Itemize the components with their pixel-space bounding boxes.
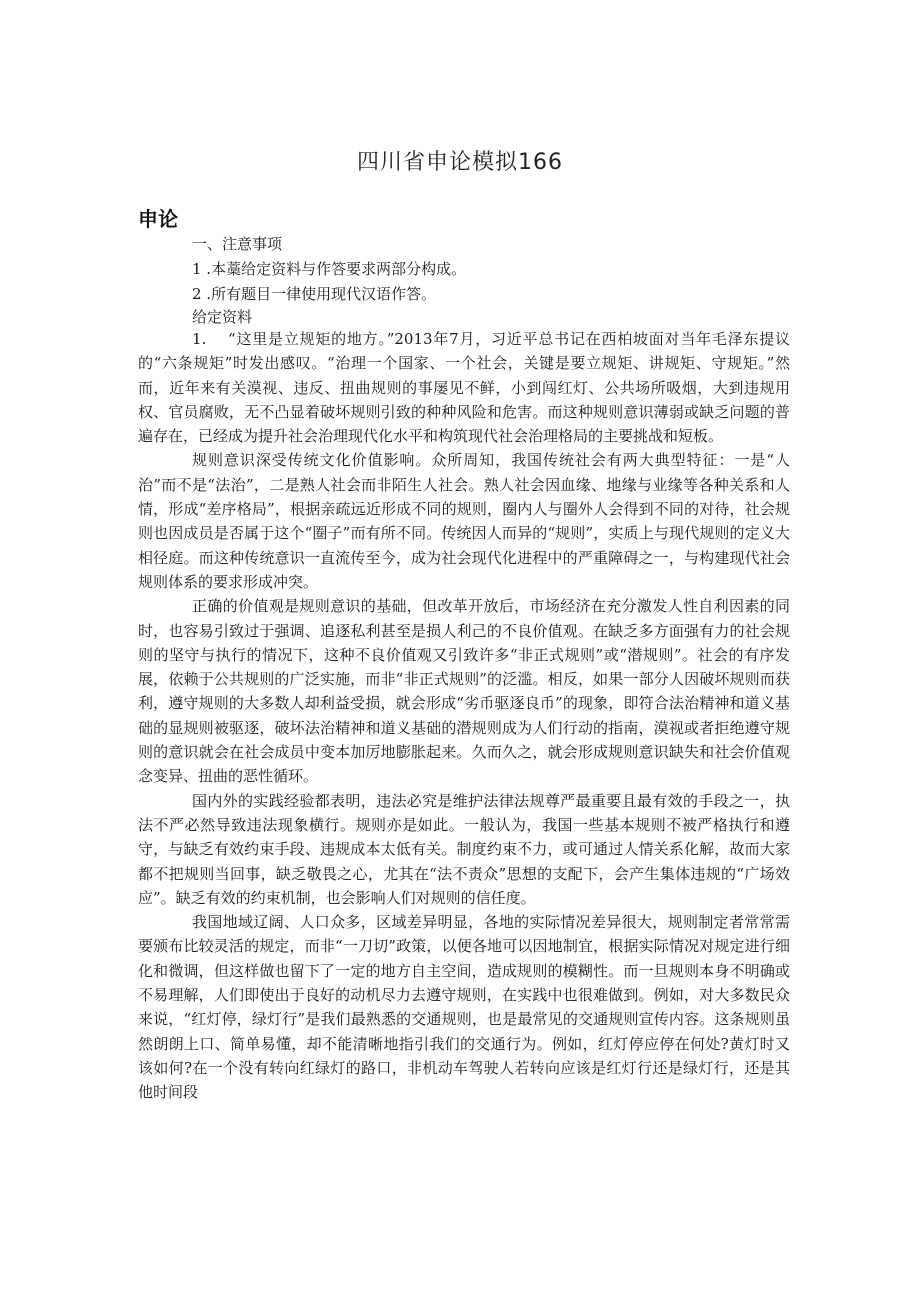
paragraph: 国内外的实践经验都表明，违法必究是维护法律法规尊严最重要且最有效的手段之一，执法不严必然导致违法现象横行。规则亦是如此。一般认为，我国一些基本规则不被严格执行和遵守，与缺乏有效约束手段、违规成本太低有关。制度约束不力，或可通过人情关系化解，故而大家都不把规则当回事，缺乏敬畏之心，尤其在“法不责众”思想的支配下，会产生集体违规的“广场效应”。缺乏有效的约束机制，也会影响人们对规则的信任度。	[138, 791, 790, 907]
note-item-2: 2 .所有题目一律使用现代汉语作答。	[192, 285, 437, 303]
paragraph	[138, 327, 790, 448]
materials-heading: 给定资料	[192, 308, 253, 326]
section-heading: 申论	[138, 207, 178, 231]
document-title: 四川省申论模拟166	[357, 150, 563, 175]
materials-body	[138, 327, 790, 1105]
paragraph: 我国地域辽阔、人口众多，区域差异明显，各地的实际情况差异很大，规则制定者常常需要颁布比较灵活的规定，而非“一刀切”政策，以便各地可以因地制宜，根据实际情况对规定进行细化和微调，但这样做也留下了一定的地方自主空间，造成规则的模糊性。而一旦规则本身不明确或不易理解，人们即使出于良好的动机尽力去遵守规则，在实践中也很难做到。例如，对大多数民众来说，“红灯停，绿灯行”是我们最熟悉的交通规则，也是最常见的交通规则宣传内容。这条规则虽然朗朗上口、简单易懂，却不能清晰地指引我们的交通行为。例如，红灯停应停在何处?黄灯时又该如何?在一个没有转向红绿灯的路口，非机动车驾驶人若转向应该是红灯行还是绿灯行，还是其他时间段	[138, 913, 790, 1102]
notes-heading: 一、注意事项	[192, 235, 283, 253]
paragraph-text: “这里是立规矩的地方。”2013年7月，习近平总书记在西柏坡面对当年毛泽东提议的“六条规矩”时发出感叹。“治理一个国家、一个社会，关键是要立规矩、讲规矩、守规矩。”然而，近年来有关漠视、违反、扭曲规则的事屡见不鲜，小到闯红灯、公共场所吸烟，大到违规用权、官员腐败，无不凸显着破坏规则引致的种种风险和危害。而这种规则意识薄弱或缺乏问题的普遍存在，已经成为提升社会治理现代化水平和构筑现代社会治理格局的主要挑战和短板。	[138, 330, 790, 446]
paragraph: 正确的价值观是规则意识的基础，但改革开放后，市场经济在充分激发人性自利因素的同时，也容易引致过于强调、追逐私利甚至是损人利己的不良价值观。在缺乏多方面强有力的社会规则的坚守与执行的情况下，这种不良价值观又引致许多“非正式规则”或“潜规则”。社会的有序发展，依赖于公共规则的广泛实施，而非“非正式规则”的泛滥。相反，如果一部分人因破坏规则而获利，遵守规则的大多数人却利益受损，就会形成“劣币驱逐良币”的现象，即符合法治精神和道义基础的显规则被驱逐，破坏法治精神和道义基础的潜规则成为人们行动的指南，漠视或者拒绝遵守规则的意识就会在社会成员中变本加厉地膨胀起来。久而久之，就会形成规则意识缺失和社会价值观念变异、扭曲的恶性循环。	[138, 597, 790, 786]
paragraph-number: 1.	[192, 330, 207, 348]
paragraph: 规则意识深受传统文化价值影响。众所周知，我国传统社会有两大典型特征：一是“人治”而不是“法治”，二是熟人社会而非陌生人社会。熟人社会因血缘、地缘与业缘等各种关系和人情，形成“差序格局”，根据亲疏远近形成不同的规则，圈内人与圈外人会得到不同的对待，社会规则也因成员是否属于这个“圈子”而有所不同。传统因人而异的“规则”，实质上与现代规则的定义大相径庭。而这种传统意识一直流传至今，成为社会现代化进程中的严重障碍之一，与构建现代社会规则体系的要求形成冲突。	[138, 451, 790, 591]
note-item-1: 1 .本藁给定资料与作答要求两部分构成。	[192, 260, 467, 278]
